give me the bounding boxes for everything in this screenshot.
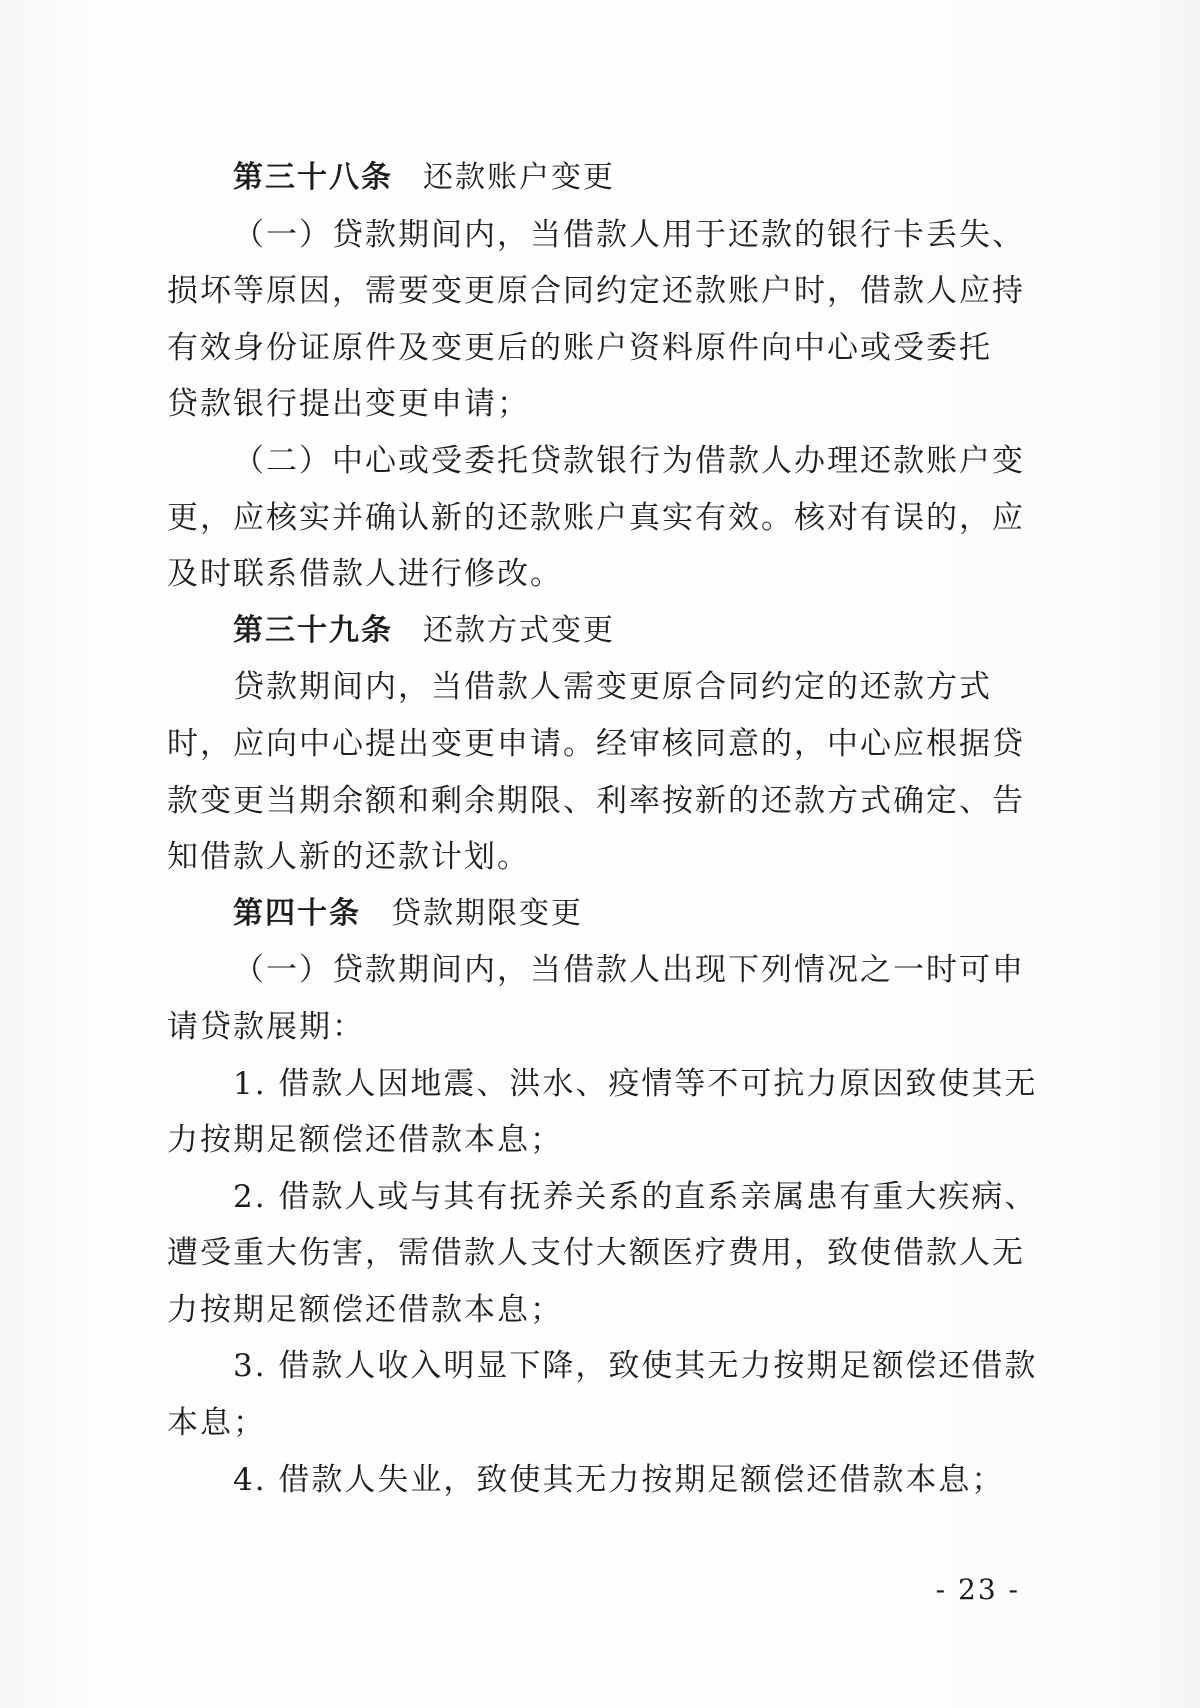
article-38-p1-line-1: （一）贷款期间内，当借款人用于还款的银行卡丢失、 [233,216,1025,253]
article-40-item2-line-2: 遭受重大伤害，需借款人支付大额医疗费用，致使借款人无 [167,1235,1025,1272]
article-40-item2-line-3: 力按期足额偿还借款本息； [167,1291,563,1328]
article-40-item3-line-2: 本息； [167,1405,266,1442]
article-38-p2-line-2: 更，应核实并确认新的还款账户真实有效。核对有误的，应 [167,499,1025,536]
article-40-item4-line-1: 4. 借款人失业，致使其无力按期足额偿还借款本息； [233,1461,1005,1498]
article-39-title: 还款方式变更 [423,612,615,648]
article-39-p1-line-3: 款变更当期余额和剩余期限、利率按新的还款方式确定、告 [167,782,1025,819]
article-38-p1-line-2: 损坏等原因，需要变更原合同约定还款账户时，借款人应持 [167,273,1025,310]
article-39-p1-line-1: 贷款期间内，当借款人需变更原合同约定的还款方式 [233,669,992,706]
article-40-item1-line-1: 1. 借款人因地震、洪水、疫情等不可抗力原因致使其无 [233,1065,1038,1102]
article-40-item1-line-2: 力按期足额偿还借款本息； [167,1122,563,1159]
article-38-title: 还款账户变更 [423,160,615,195]
article-40-number: 第四十条 [233,895,361,931]
article-38-p2-line-1: （二）中心或受委托贷款银行为借款人办理还款账户变 [233,442,1025,479]
document-body [167,150,1038,1508]
article-39-p1-line-2: 时，应向中心提出变更申请。经审核同意的，中心应根据贷 [167,725,1025,762]
article-40-item2-line-1: 2. 借款人或与其有抚养关系的直系亲属患有重大疾病、 [233,1178,1038,1215]
page-number: - 23 - [935,1573,1020,1606]
article-38-p1-line-4: 贷款银行提出变更申请； [167,386,530,423]
article-38-p2-line-3: 及时联系借款人进行修改。 [167,556,563,593]
article-38-p1-line-3: 有效身份证原件及变更后的账户资料原件向中心或受委托 [167,329,992,366]
article-40-title: 贷款期限变更 [391,895,583,931]
article-38-number: 第三十八条 [233,160,393,195]
article-38-heading [167,150,1027,207]
article-40-item3-line-1: 3. 借款人收入明显下降，致使其无力按期足额偿还借款 [233,1348,1038,1385]
article-39-number: 第三十九条 [233,612,393,648]
article-40-heading [167,886,1027,943]
article-39-p1-line-4: 知借款人新的还款计划。 [167,839,530,876]
article-39-heading [167,603,1027,660]
article-40-p1-line-1: （一）贷款期间内，当借款人出现下列情况之一时可申 [233,952,1025,989]
article-40-p1-line-2: 请贷款展期： [167,1008,365,1045]
